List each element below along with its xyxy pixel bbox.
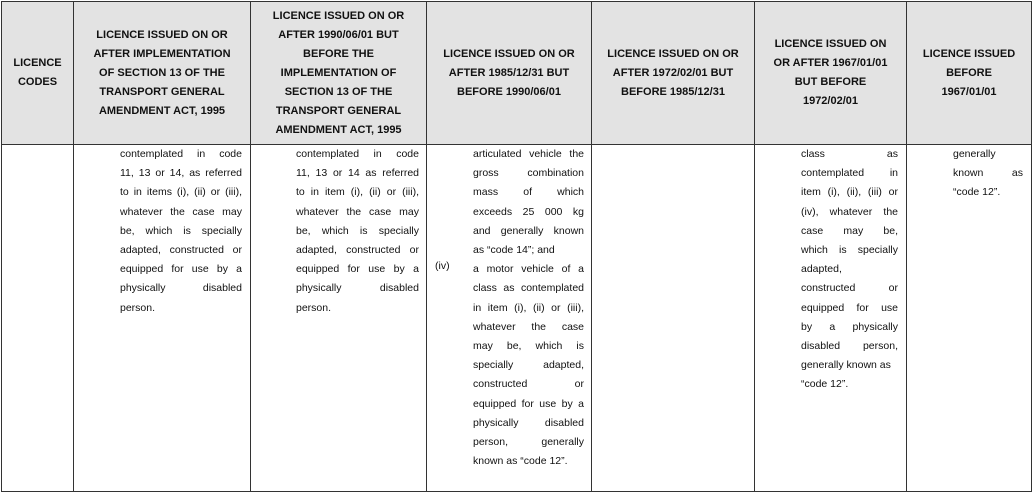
col-border-7: [1031, 1, 1032, 492]
header-1990-to-section13: LICENCE ISSUED ON OR AFTER 1990/06/01 BUT BEFORE THE IMPLEMENTATION OF SECTION 13 OF THE TRANSPORT GENERAL AMENDMENT ACT, 1995: [272, 9, 405, 136]
cell-after-section13: contemplated in code 11, 13 or 14, as referred to in items (i), (ii) or (iii), whatever the case may be, which is specially adapted, constructed or equipped for use by a physically disabled person.: [120, 148, 242, 314]
header-licence-codes: LICENCE CODES: [13, 57, 62, 88]
cell-1985-to-1990: articulated vehicle the gross combination mass of which exceeds 25 000 kg and generally known as “code 14”; and a motor vehicle of a class as contemplated in item (i), (ii) or (iii), whatever the case may be, which is specially adapted, constructed or equipped for use by a physically disabled person, generally known as “code 12”.: [473, 148, 584, 468]
table-bottom-border: [1, 491, 1032, 492]
cell-1967-to-1972: class as contemplated in item (i), (ii), (iii) or (iv), whatever the case may be, which is specially adapted, constructed or equipped for use by a physically disabled person, generally known as “code 12”.: [801, 148, 898, 391]
header-1972-to-1985: LICENCE ISSUED ON OR AFTER 1972/02/01 BUT BEFORE 1985/12/31: [607, 47, 739, 98]
item-number-iv: (iv): [435, 260, 450, 272]
header-1985-to-1990: LICENCE ISSUED ON OR AFTER 1985/12/31 BUT BEFORE 1990/06/01: [443, 47, 575, 98]
licence-codes-table: [1, 1, 1032, 492]
cell-1990-to-section13: contemplated in code 11, 13 or 14 as referred to in item (i), (ii) or (iii), whatever the case may be, which is specially adapted, constructed or equipped for use by a physically disabled person.: [296, 148, 419, 314]
header-1967-to-1972: LICENCE ISSUED ON OR AFTER 1967/01/01 BUT BEFORE 1972/02/01: [773, 38, 888, 107]
header-before-1967: LICENCE ISSUED BEFORE 1967/01/01: [922, 47, 1016, 98]
cell-before-1967: generally known as “code 12”.: [953, 148, 1023, 199]
header-after-section13: LICENCE ISSUED ON OR AFTER IMPLEMENTATION OF SECTION 13 OF THE TRANSPORT GENERAL AMENDMENT ACT, 1995: [93, 28, 231, 117]
